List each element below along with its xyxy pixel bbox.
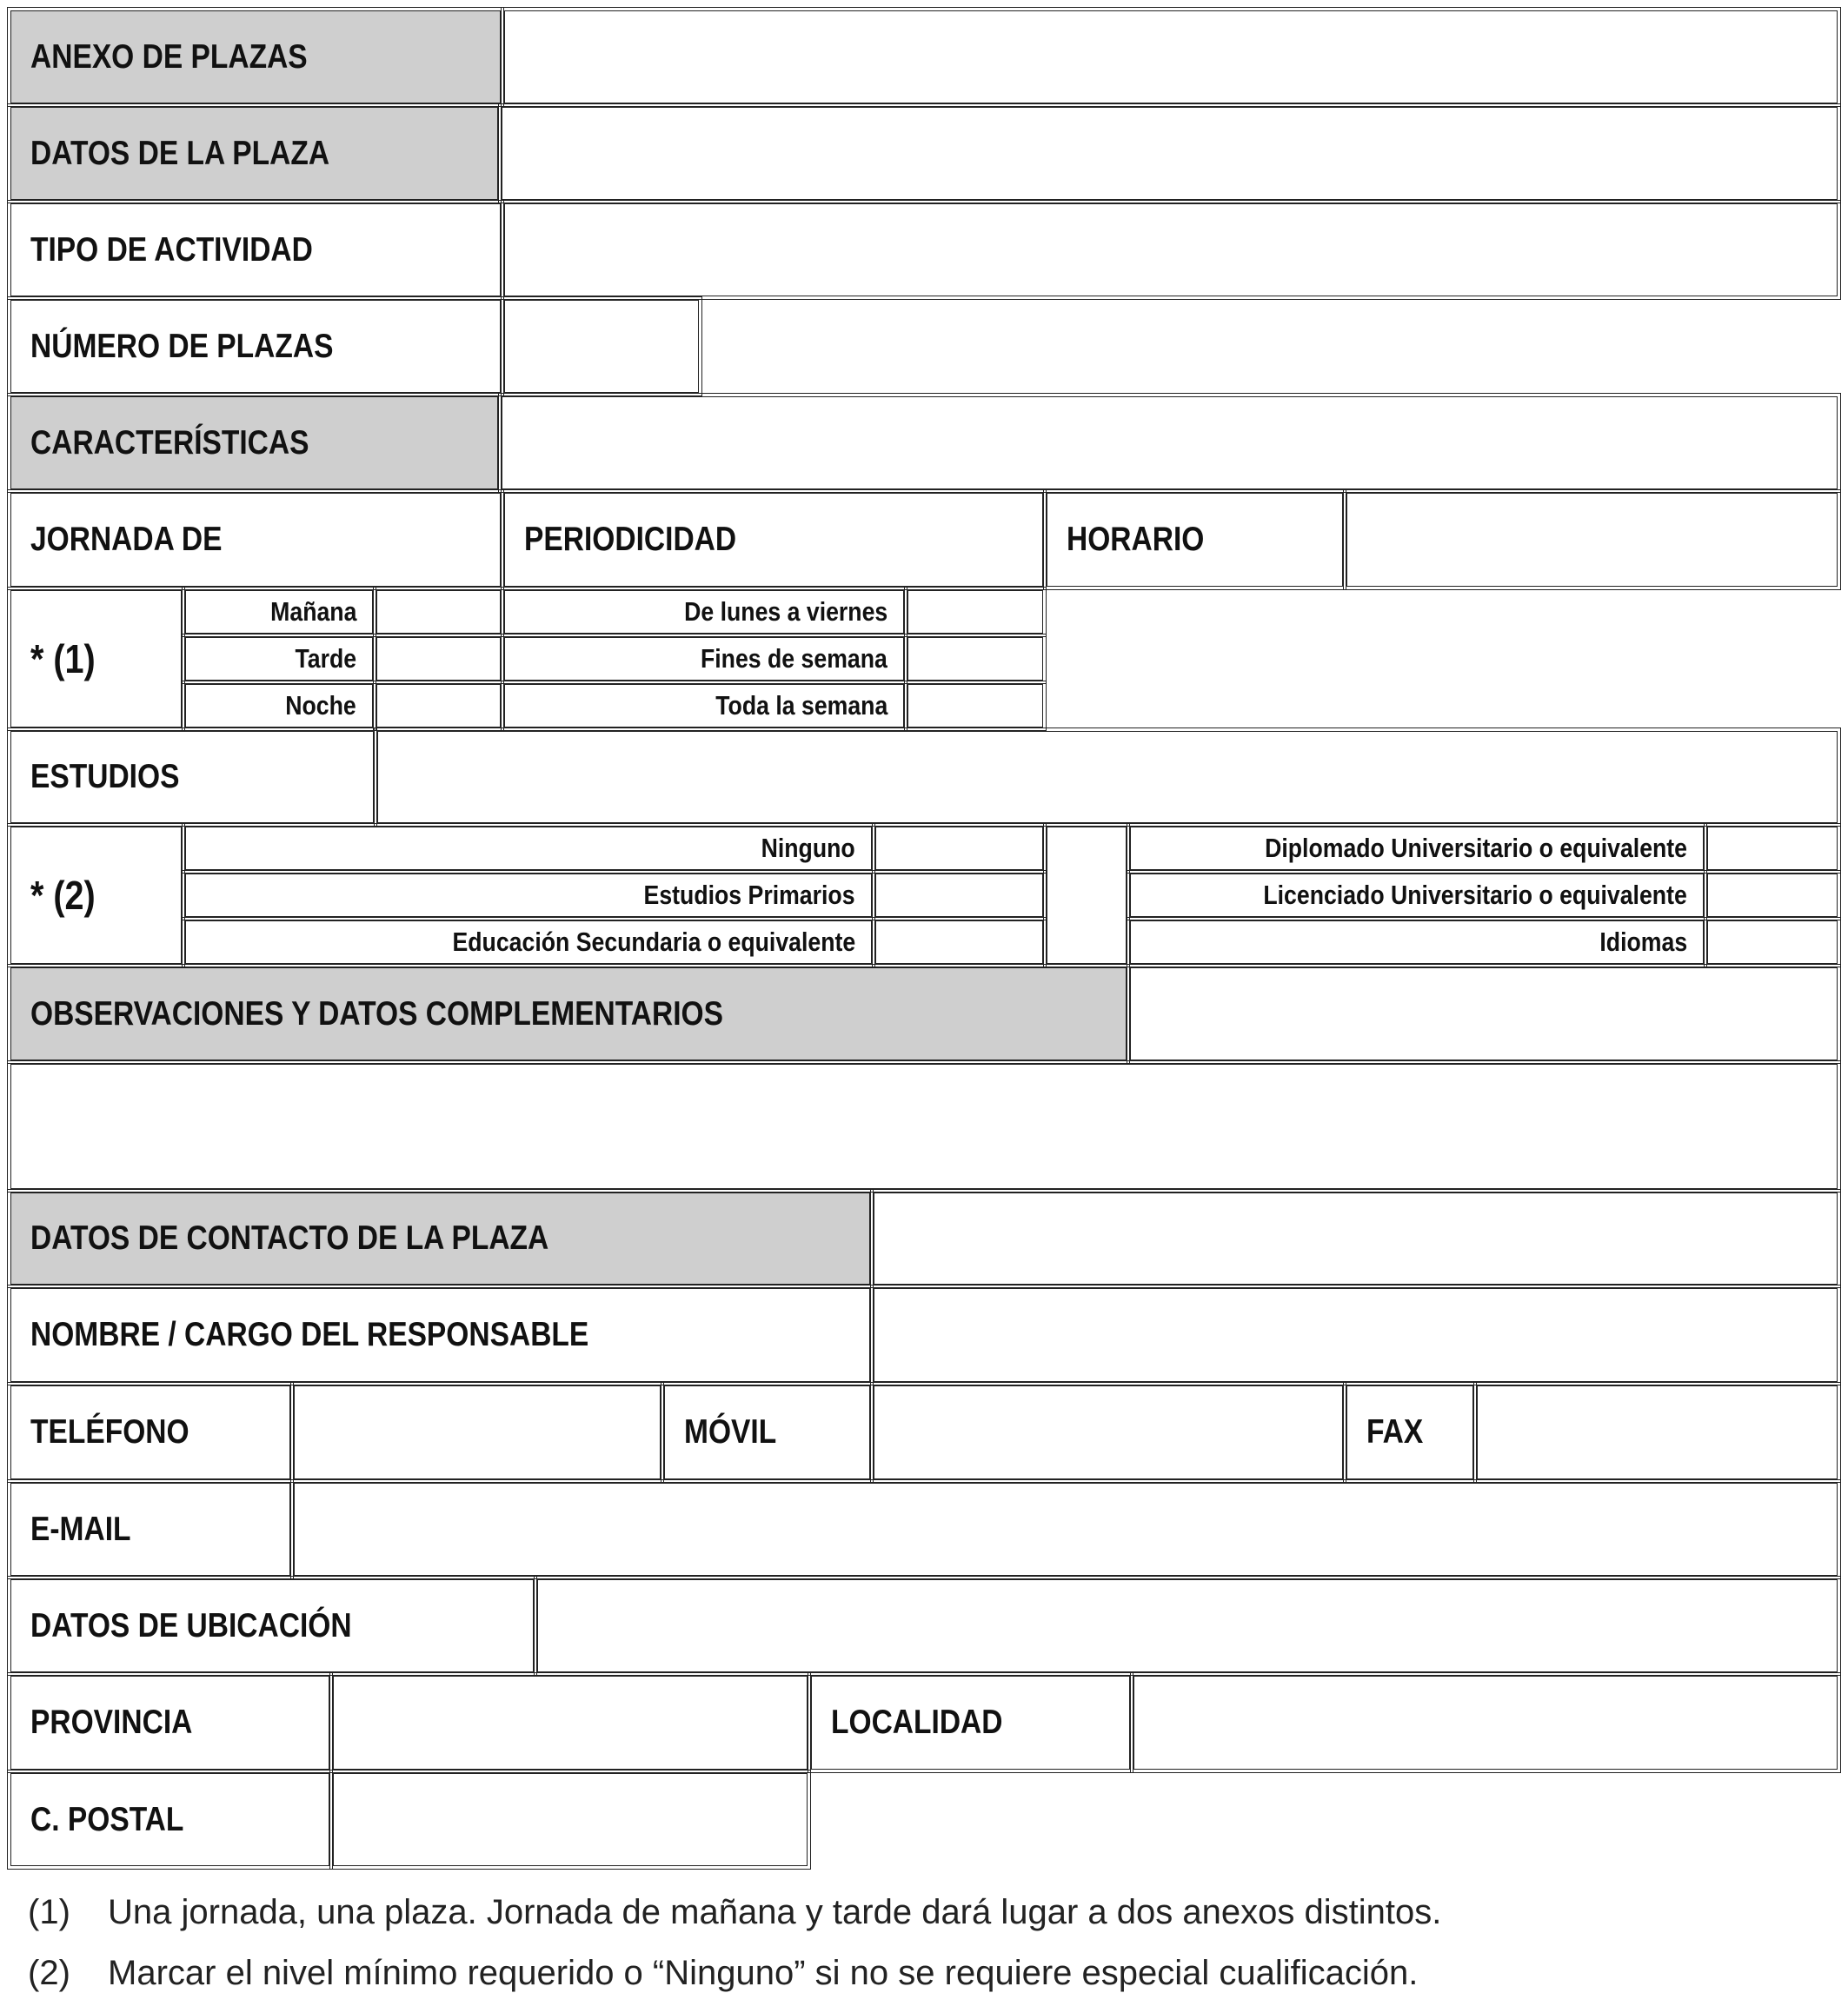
estudio-option-primarios (185, 874, 872, 917)
periodo-lunes-viernes-checkbox[interactable] (907, 590, 1043, 634)
periodo-option-lunes-viernes (504, 590, 904, 634)
responsable-label-cell (10, 1288, 870, 1382)
contacto-field[interactable] (874, 1193, 1838, 1285)
movil-field[interactable] (874, 1385, 1343, 1479)
estudio-idiomas-checkbox[interactable] (1707, 920, 1838, 964)
horario-label-cell (1047, 493, 1343, 587)
telefono-label-cell (10, 1385, 290, 1479)
estudio-diplomado-checkbox[interactable] (1707, 827, 1838, 870)
estudio-option-ninguno (185, 827, 872, 870)
tipo-actividad-label-cell (10, 203, 501, 296)
periodo-toda-semana-label: Toda la semana (715, 690, 887, 721)
fax-label: FAX (1366, 1413, 1424, 1451)
periodo-fines-semana-label: Fines de semana (701, 643, 887, 674)
estudio-option-diplomado (1130, 827, 1704, 870)
localidad-label-cell (811, 1676, 1130, 1770)
localidad-label: LOCALIDAD (831, 1704, 1003, 1741)
anexo-plazas-field[interactable] (504, 10, 1838, 103)
caracteristicas-field[interactable] (502, 396, 1838, 489)
caracteristicas-header (10, 396, 498, 489)
ref2-cell (10, 827, 182, 964)
cpostal-label-cell (10, 1773, 329, 1866)
anexo-plazas-header (10, 10, 501, 103)
periodo-fines-semana-checkbox[interactable] (907, 637, 1043, 681)
estudio-primarios-label: Estudios Primarios (644, 880, 855, 910)
provincia-label: PROVINCIA (30, 1704, 193, 1741)
datos-plaza-header (10, 107, 498, 200)
jornada-tarde-label: Tarde (295, 643, 356, 674)
datos-plaza-label: DATOS DE LA PLAZA (30, 134, 330, 172)
estudio-secundaria-checkbox[interactable] (875, 920, 1043, 964)
contacto-label: DATOS DE CONTACTO DE LA PLAZA (30, 1219, 549, 1257)
jornada-noche-checkbox[interactable] (376, 684, 501, 727)
movil-label: MÓVIL (684, 1413, 777, 1451)
periodo-lunes-viernes-label: De lunes a viernes (683, 596, 887, 627)
estudio-diplomado-label: Diplomado Universitario o equivalente (1265, 833, 1687, 863)
caracteristicas-label: CARACTERÍSTICAS (30, 423, 309, 462)
observaciones-label: OBSERVACIONES Y DATOS COMPLEMENTARIOS (30, 994, 724, 1033)
jornada-label: JORNADA DE (30, 521, 223, 558)
jornada-option-noche (185, 684, 373, 727)
email-field[interactable] (294, 1483, 1838, 1576)
jornada-tarde-checkbox[interactable] (376, 637, 501, 681)
estudios-label: ESTUDIOS (30, 758, 180, 795)
responsable-label: NOMBRE / CARGO DEL RESPONSABLE (30, 1316, 589, 1353)
footnote-2-number: (2) (28, 1954, 70, 1992)
observaciones-textarea[interactable] (10, 1064, 1838, 1189)
jornada-option-tarde (185, 637, 373, 681)
horario-field[interactable] (1346, 493, 1838, 587)
jornada-manana-label: Mañana (269, 596, 356, 627)
estudio-secundaria-label: Educación Secundaria o equivalente (452, 927, 855, 957)
estudio-idiomas-label: Idiomas (1599, 927, 1687, 957)
datos-plaza-field[interactable] (502, 107, 1838, 200)
horario-label: HORARIO (1067, 521, 1205, 558)
tipo-actividad-field[interactable] (504, 203, 1838, 296)
movil-label-cell (664, 1385, 870, 1479)
jornada-option-manana (185, 590, 373, 634)
ubicacion-field[interactable] (537, 1579, 1838, 1672)
numero-plazas-label-cell (10, 300, 501, 393)
email-label-cell (10, 1483, 290, 1576)
observaciones-header-field[interactable] (1130, 967, 1838, 1060)
ref1-label: * (1) (30, 636, 96, 681)
tipo-actividad-label: TIPO DE ACTIVIDAD (30, 230, 313, 269)
responsable-field[interactable] (874, 1288, 1838, 1382)
estudio-option-licenciado (1130, 874, 1704, 917)
estudio-licenciado-label: Licenciado Universitario o equivalente (1263, 880, 1687, 910)
fax-field[interactable] (1477, 1385, 1838, 1479)
footnote-1-text: Una jornada, una plaza. Jornada de mañana y tarde dará lugar a dos anexos distintos. (108, 1893, 1442, 1931)
contacto-header (10, 1193, 870, 1285)
numero-plazas-label: NÚMERO DE PLAZAS (30, 327, 334, 365)
observaciones-header (10, 967, 1127, 1060)
cpostal-label: C. POSTAL (30, 1800, 184, 1838)
estudio-ninguno-checkbox[interactable] (875, 827, 1043, 870)
jornada-noche-label: Noche (285, 690, 356, 721)
footnote-2-text: Marcar el nivel mínimo requerido o “Ninguno” si no se requiere especial cualificación. (108, 1954, 1419, 1992)
estudios-spacer-cell (1047, 827, 1127, 964)
email-label: E-MAIL (30, 1510, 131, 1548)
ref2-label: * (2) (30, 873, 96, 918)
jornada-manana-checkbox[interactable] (376, 590, 501, 634)
periodicidad-label-cell (504, 493, 1043, 587)
ubicacion-label: DATOS DE UBICACIÓN (30, 1606, 352, 1644)
provincia-label-cell (10, 1676, 329, 1770)
localidad-field[interactable] (1133, 1676, 1838, 1770)
estudio-licenciado-checkbox[interactable] (1707, 874, 1838, 917)
estudio-primarios-checkbox[interactable] (875, 874, 1043, 917)
ubicacion-label-cell (10, 1579, 534, 1672)
periodo-option-toda-semana (504, 684, 904, 727)
telefono-field[interactable] (294, 1385, 661, 1479)
ref1-cell (10, 590, 182, 727)
telefono-label: TELÉFONO (30, 1413, 189, 1451)
anexo-plazas-label: ANEXO DE PLAZAS (30, 37, 308, 76)
numero-plazas-field[interactable] (504, 300, 699, 393)
fax-label-cell (1346, 1385, 1473, 1479)
estudios-label-cell (10, 731, 374, 823)
footnote-1-number: (1) (28, 1893, 70, 1931)
periodo-toda-semana-checkbox[interactable] (907, 684, 1043, 727)
provincia-field[interactable] (333, 1676, 808, 1770)
periodicidad-label: PERIODICIDAD (524, 521, 737, 558)
estudios-field[interactable] (377, 731, 1838, 823)
cpostal-field[interactable] (333, 1773, 808, 1866)
periodo-option-fines-semana (504, 637, 904, 681)
estudio-ninguno-label: Ninguno (761, 833, 855, 863)
estudio-option-secundaria (185, 920, 872, 964)
estudio-option-idiomas (1130, 920, 1704, 964)
jornada-label-cell (10, 493, 501, 587)
